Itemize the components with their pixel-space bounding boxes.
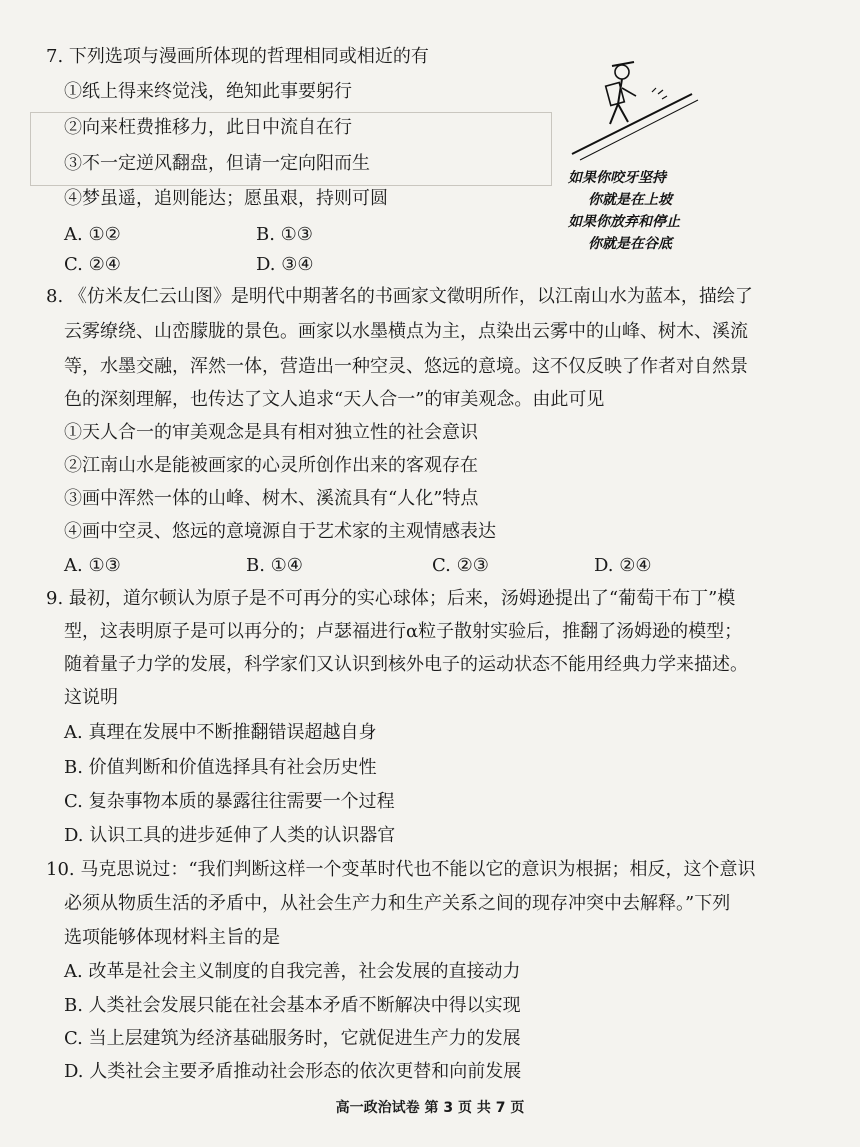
q9-option-a[interactable]: A. 真理在发展中不断推翻错误超越自身 (64, 722, 377, 743)
q8-item-1: ①天人合一的审美观念是具有相对独立性的社会意识 (64, 422, 478, 443)
q7-item-4: ④梦虽遥，追则能达；愿虽艰，持则可圆 (64, 188, 388, 209)
q10-option-b[interactable]: B. 人类社会发展只能在社会基本矛盾不断解决中得以实现 (64, 995, 521, 1016)
q8-item-4: ④画中空灵、悠远的意境源自于艺术家的主观情感表达 (64, 521, 496, 542)
q8-stem-line-3: 等，水墨交融，浑然一体，营造出一种空灵、悠远的意境。这不仅反映了作者对自然景 (64, 356, 748, 377)
q8-stem-line-2: 云雾缭绕、山峦朦胧的景色。画家以水墨横点为主，点染出云雾中的山峰、树木、溪流 (64, 321, 748, 342)
q10-option-d[interactable]: D. 人类社会主要矛盾推动社会形态的依次更替和向前发展 (64, 1061, 522, 1082)
q7-stem: 7. 下列选项与漫画所体现的哲理相同或相近的有 (46, 46, 429, 67)
q7-option-a[interactable]: A. ①② (64, 224, 121, 245)
q8-option-b[interactable]: B. ①④ (246, 555, 303, 576)
q8-item-2: ②江南山水是能被画家的心灵所创作出来的客观存在 (64, 455, 478, 476)
q9-option-c[interactable]: C. 复杂事物本质的暴露往往需要一个过程 (64, 791, 395, 812)
q7-option-d[interactable]: D. ③④ (256, 254, 314, 275)
q7-item-3: ③不一定逆风翻盘，但请一定向阳而生 (64, 153, 370, 174)
q8-stem-line-1: 8. 《仿米友仁云山图》是明代中期著名的书画家文徵明所作，以江南山水为蓝本，描绘了 (46, 286, 753, 307)
q8-option-c[interactable]: C. ②③ (432, 555, 489, 576)
q10-option-a[interactable]: A. 改革是社会主义制度的自我完善，社会发展的直接动力 (64, 961, 521, 982)
cartoon-caption-2: 你就是在上坡 (588, 192, 672, 208)
q8-item-3: ③画中浑然一体的山峰、树木、溪流具有“人化”特点 (64, 488, 479, 509)
q7-item-2: ②向来枉费推移力，此日中流自在行 (64, 117, 352, 138)
q9-option-d[interactable]: D. 认识工具的进步延伸了人类的认识器官 (64, 825, 396, 846)
q7-option-c[interactable]: C. ②④ (64, 254, 121, 275)
q10-stem-line-2: 必须从物质生活的矛盾中，从社会生产力和生产关系之间的现存冲突中去解释。”下列 (64, 893, 731, 914)
cartoon-caption-3: 如果你放弃和停止 (568, 214, 680, 230)
hiker-climbing-slope-icon (562, 42, 702, 167)
bleed-through-text (755, 50, 760, 69)
q9-stem-line-2: 型，这表明原子是可以再分的；卢瑟福进行α粒子散射实验后，推翻了汤姆逊的模型； (64, 621, 743, 642)
q8-stem-line-4: 色的深刻理解，也传达了文人追求“天人合一”的审美观念。由此可见 (64, 389, 605, 410)
q9-stem-line-4: 这说明 (64, 687, 118, 708)
q10-option-c[interactable]: C. 当上层建筑为经济基础服务时，它就促进生产力的发展 (64, 1028, 521, 1049)
q7-option-b[interactable]: B. ①③ (256, 224, 313, 245)
q8-option-d[interactable]: D. ②④ (594, 555, 652, 576)
q8-option-a[interactable]: A. ①③ (64, 555, 121, 576)
q9-stem-line-1: 9. 最初，道尔顿认为原子是不可再分的实心球体；后来，汤姆逊提出了“葡萄干布丁”模 (46, 588, 736, 609)
q10-stem-line-3: 选项能够体现材料主旨的是 (64, 927, 280, 948)
q9-stem-line-3: 随着量子力学的发展，科学家们又认识到核外电子的运动状态不能用经典力学来描述。 (64, 654, 748, 675)
q9-option-b[interactable]: B. 价值判断和价值选择具有社会历史性 (64, 757, 377, 778)
q7-item-1: ①纸上得来终觉浅，绝知此事要躬行 (64, 81, 352, 102)
q10-stem-line-1: 10. 马克思说过：“我们判断这样一个变革时代也不能以它的意识为根据；相反，这个意识 (46, 859, 756, 880)
page-footer: 高一政治试卷 第 3 页 共 7 页 (335, 1100, 525, 1116)
cartoon-caption-4: 你就是在谷底 (588, 236, 672, 252)
cartoon-caption-1: 如果你咬牙坚持 (568, 170, 666, 186)
